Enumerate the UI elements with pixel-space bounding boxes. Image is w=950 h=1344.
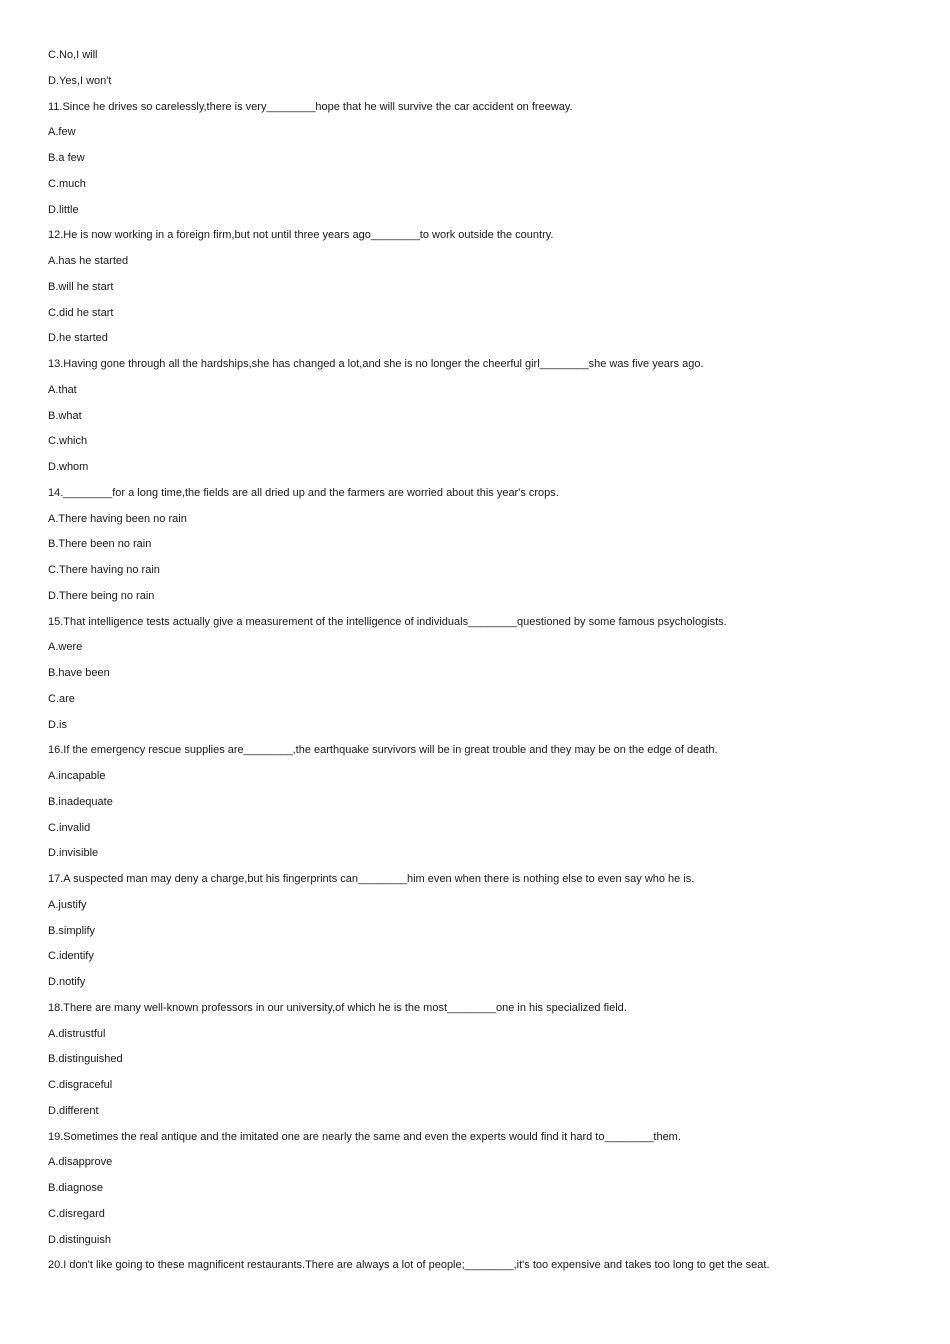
answer-option: D.little <box>48 203 79 216</box>
question-text: 13.Having gone through all the hardships,she has changed a lot,and she is no longer the cheerful girl________she was five years ago. <box>48 358 704 370</box>
answer-option: B.inadequate <box>48 795 113 808</box>
answer-option: D.notify <box>48 976 86 988</box>
answer-option: A.has he started <box>48 255 129 267</box>
answer-option: B.what <box>48 409 82 422</box>
answer-option: A.were <box>48 641 83 654</box>
document-page <box>48 46 908 1282</box>
answer-option: B.a few <box>48 152 85 164</box>
answer-option: D.whom <box>48 461 89 473</box>
answer-option: D.different <box>48 1104 99 1117</box>
question-text: 12.He is now working in a foreign firm,but not until three years ago________to work outside the country. <box>48 229 554 242</box>
question-text: 14.________for a long time,the fields are all dried up and the farmers are worried about this year's crops. <box>48 486 559 499</box>
answer-option: D.invisible <box>48 847 99 860</box>
question-text: 15.That intelligence tests actually give a measurement of the intelligence of individuals________questioned by some famous psychologists. <box>48 615 727 628</box>
answer-option: C.invalid <box>48 821 91 834</box>
question-text: 20.I don't like going to these magnificent restaurants.There are always a lot of people;________,it's too expensive and takes too long to get the seat. <box>48 1259 770 1272</box>
question-text: 18.There are many well-known professors in our university,of which he is the most________one in his specialized field. <box>48 1001 627 1014</box>
answer-option: C.are <box>48 692 75 705</box>
answer-option: D.is <box>48 718 67 731</box>
answer-option: C.No,I will <box>48 49 98 61</box>
answer-option: D.he started <box>48 332 108 345</box>
answer-option: D.Yes,I won't <box>48 74 112 87</box>
answer-option: A.incapable <box>48 770 106 782</box>
answer-option: B.There been no rain <box>48 538 152 551</box>
answer-option: D.There being no rain <box>48 589 155 602</box>
answer-option: C.disregard <box>48 1207 105 1220</box>
answer-option: A.few <box>48 126 76 139</box>
answer-option: B.have been <box>48 667 110 679</box>
answer-option: A.justify <box>48 898 87 911</box>
answer-option: A.that <box>48 383 77 396</box>
answer-option: D.distinguish <box>48 1233 111 1246</box>
answer-option: C.did he start <box>48 306 114 319</box>
answer-option: C.disgraceful <box>48 1079 113 1091</box>
answer-option: C.There having no rain <box>48 564 160 576</box>
answer-option: B.distinguished <box>48 1053 123 1066</box>
answer-option: C.which <box>48 435 88 448</box>
answer-option: A.distrustful <box>48 1027 106 1040</box>
question-text: 17.A suspected man may deny a charge,but his fingerprints can________him even when there is nothing else to even say who he is. <box>48 873 695 885</box>
answer-option: A.There having been no rain <box>48 512 187 525</box>
answer-option: B.simplify <box>48 924 96 937</box>
answer-option: B.diagnose <box>48 1182 104 1194</box>
answer-option: B.will he start <box>48 280 114 293</box>
question-text: 11.Since he drives so carelessly,there is very________hope that he will survive the car accident on freeway. <box>48 100 573 113</box>
answer-option: C.much <box>48 177 86 190</box>
answer-option: C.identify <box>48 950 94 963</box>
question-text: 16.If the emergency rescue supplies are________,the earthquake survivors will be in great trouble and they may be on the edge of death. <box>48 744 718 757</box>
answer-option: A.disapprove <box>48 1156 113 1169</box>
question-text: 19.Sometimes the real antique and the imitated one are nearly the same and even the experts would find it hard to________them. <box>48 1130 681 1143</box>
